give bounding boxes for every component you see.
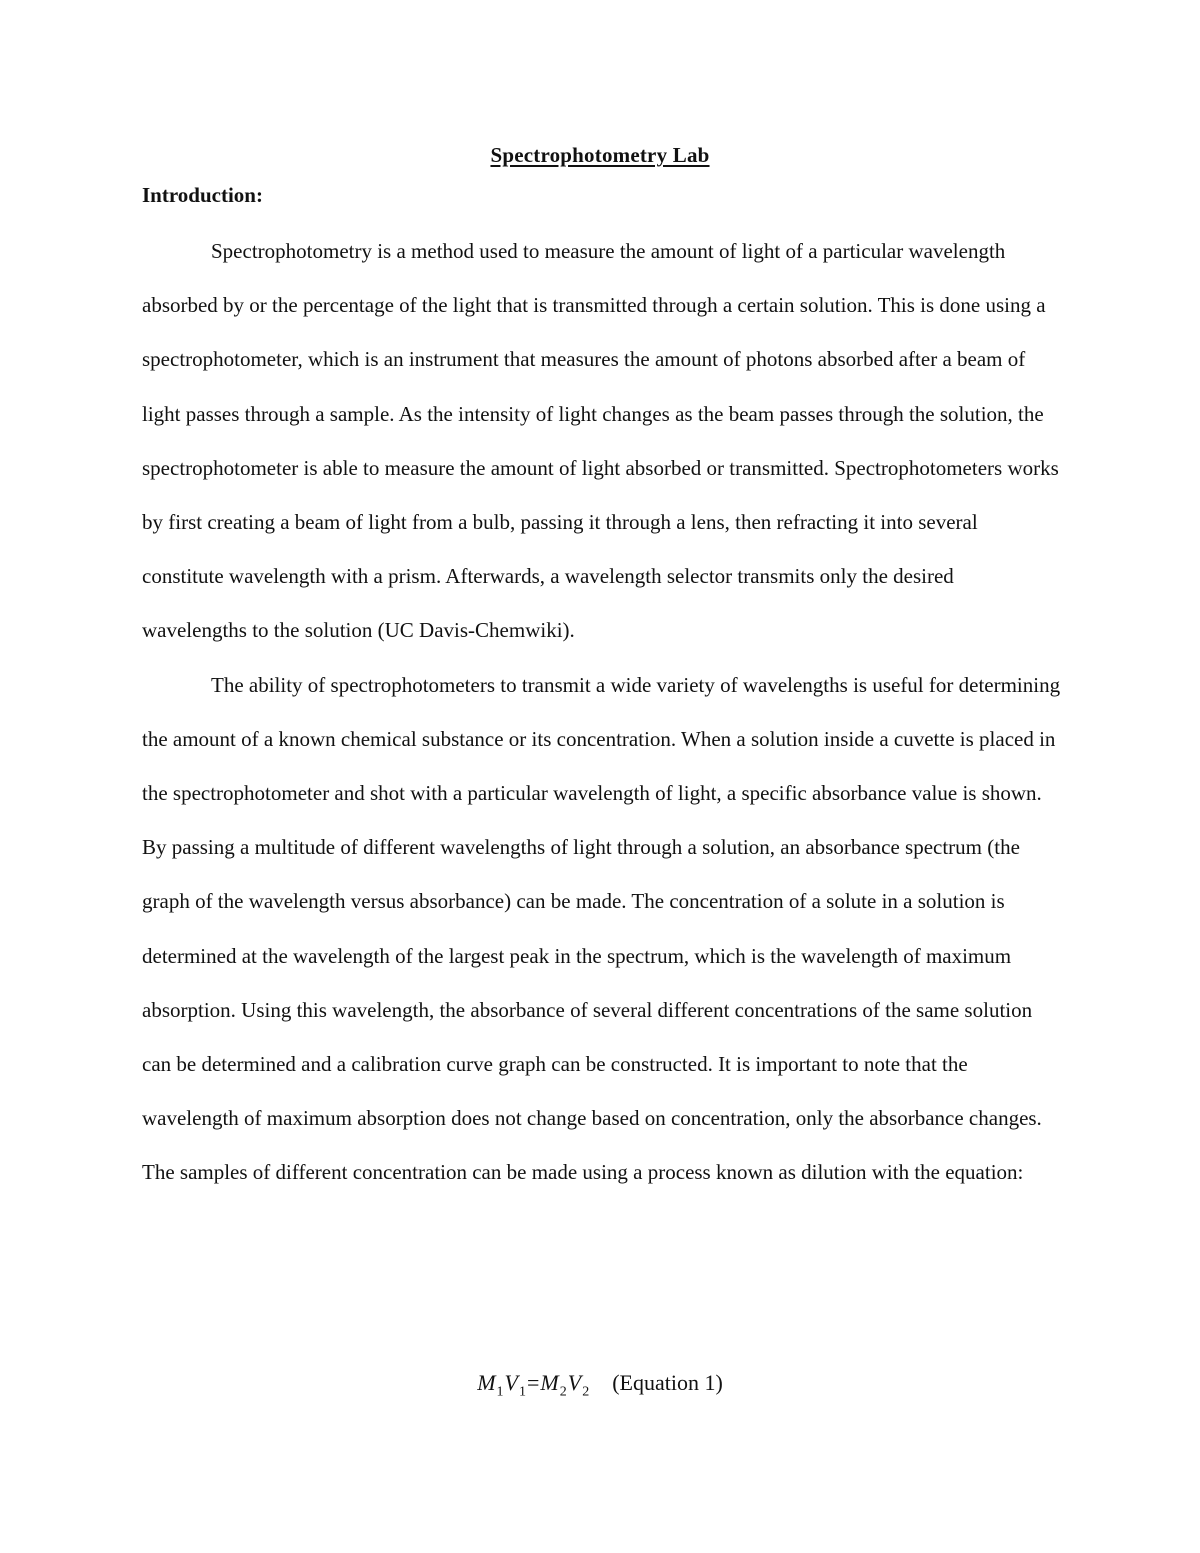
section-heading: Introduction:	[142, 183, 263, 207]
document-title: Spectrophotometry Lab	[490, 143, 710, 167]
equation-label: (Equation 1)	[612, 1370, 723, 1395]
paragraph-2: The ability of spectrophotometers to transmit a wide variety of wavelengths is useful for determining the amount of a known chemical substance or its concentration. When a solution inside a cuvette is placed in the spectrophotometer and shot with a particular wavelength of light, a specific absorbance value is shown. By passing a multitude of different wavelengths of light through a solution, an absorbance spectrum (the graph of the wavelength versus absorbance) can be made. The concentration of a solute in a solution is determined at the wavelength of the largest peak in the spectrum, which is the wavelength of maximum absorption. Using this wavelength, the absorbance of several different concentrations of the same solution can be determined and a calibration curve graph can be constructed. It is important to note that the wavelength of maximum absorption does not change based on concentration, only the absorbance changes. The samples of different concentration can be made using a process known as dilution with the equation:	[142, 672, 1061, 1185]
equation-formula: $M_1V_1=M_2V_2$	[477, 1370, 591, 1400]
paragraph-1: Spectrophotometry is a method used to measure the amount of light of a particular wavelength absorbed by or the percentage of the light that is transmitted through a certain solution. This is done using a spectrophotometer, which is an instrument that measures the amount of photons absorbed after a beam of light passes through a sample. As the intensity of light changes as the beam passes through the solution, the spectrophotometer is able to measure the amount of light absorbed or transmitted. Spectrophotometers works by first creating a beam of light from a bulb, passing it through a lens, then refracting it into several constitute wavelength with a prism. Afterwards, a wavelength selector transmits only the desired wavelengths to the solution (UC Davis-Chemwiki).	[142, 239, 1059, 643]
document-body	[142, 224, 1062, 1200]
equation-1	[0, 1370, 1200, 1400]
